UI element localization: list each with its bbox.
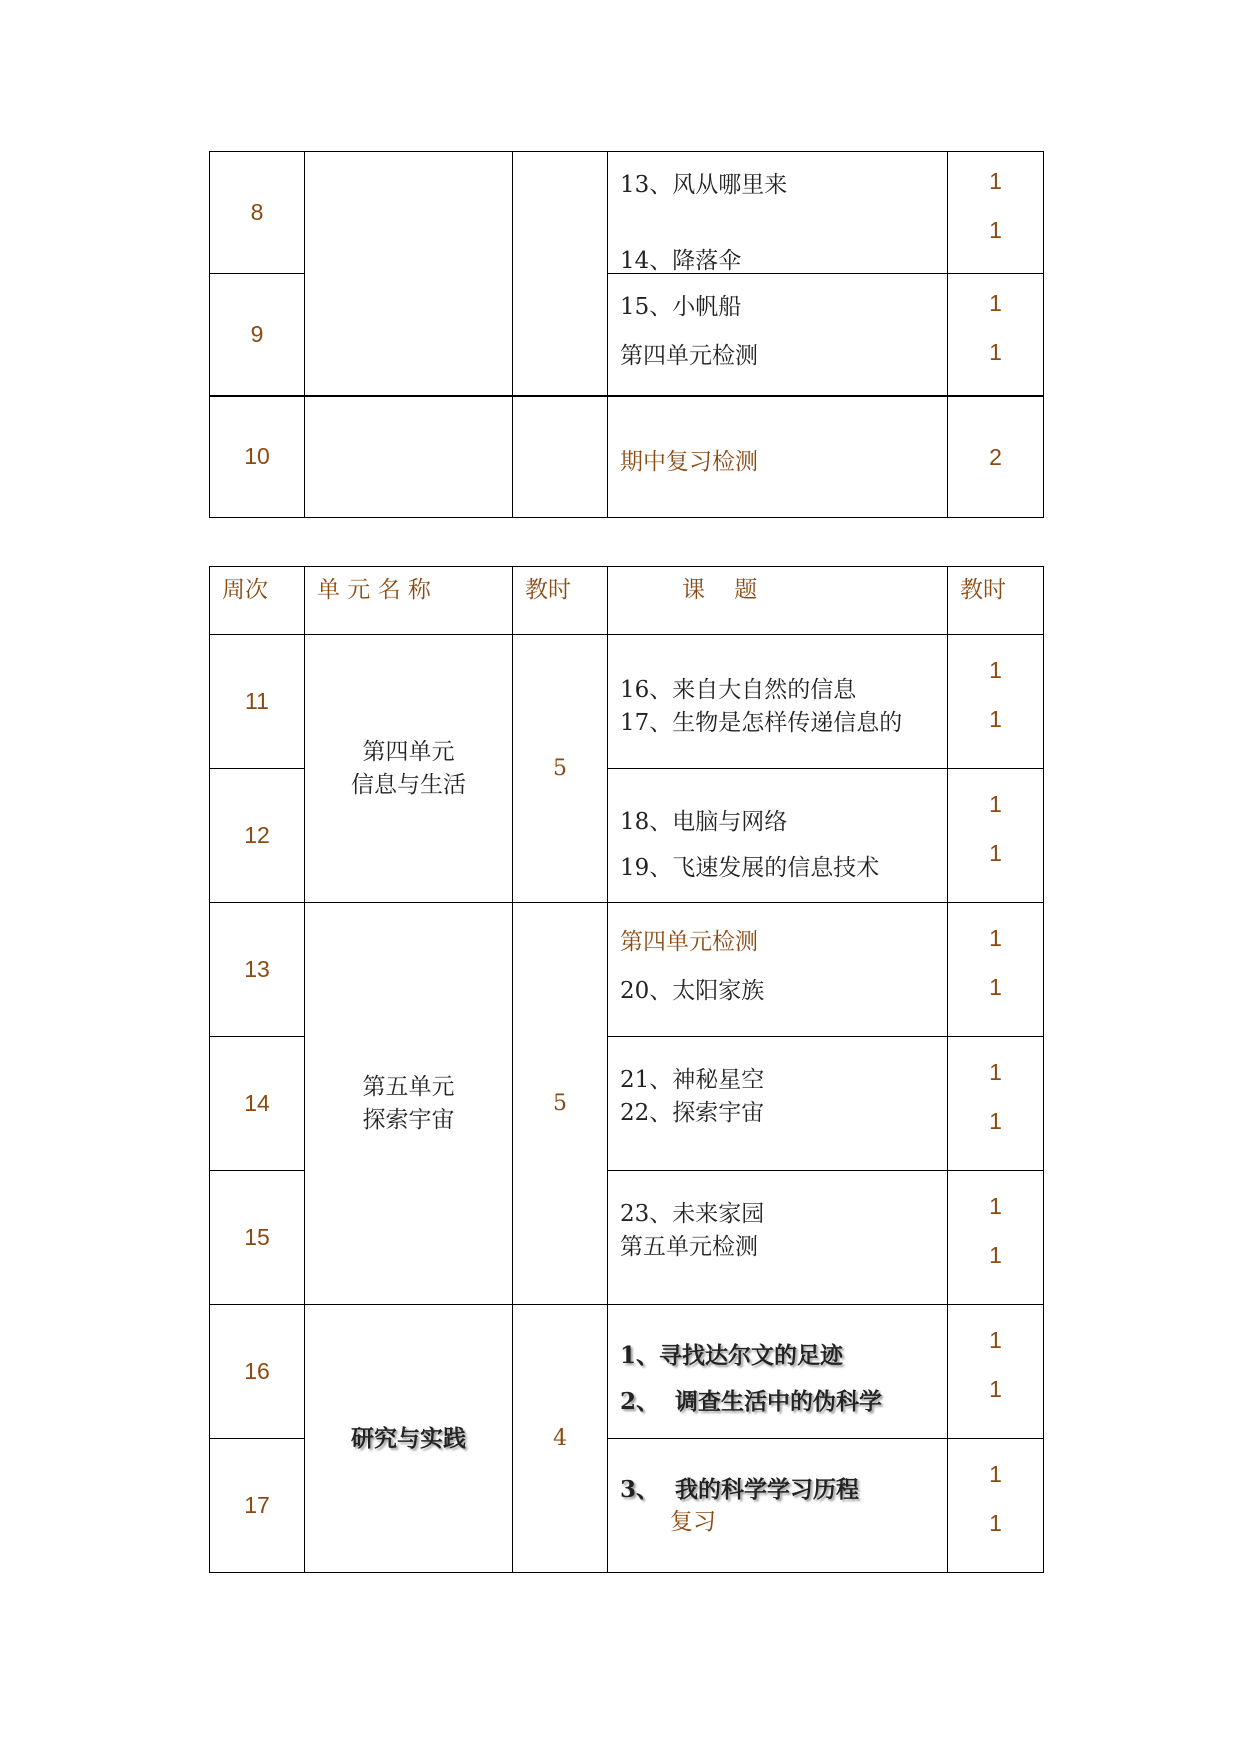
week-cell: 10 [210,396,305,518]
week-cell: 17 [210,1439,305,1573]
lesson-title: 15、小帆船 [620,294,742,320]
table-row [210,1305,1044,1439]
lesson-title: 复习 [670,1509,716,1535]
lesson-title: 22、探索宇宙 [620,1100,765,1126]
hours-cell [948,903,1044,1037]
hours-cell [948,1305,1044,1439]
unit-name-line: 第四单元 [362,738,455,765]
lesson-title: 16、来自大自然的信息 [620,677,857,703]
lesson-title: 20、太阳家族 [620,978,765,1004]
header-week: 周次 [210,567,305,635]
lesson-hours: 1 [989,1242,1002,1268]
unit-hours-cell [513,152,608,396]
lesson-hours: 1 [989,1327,1002,1353]
lesson-hours: 1 [989,290,1002,316]
lesson-hours: 1 [989,791,1002,817]
lesson-cell [608,1305,948,1439]
table-row [210,396,1044,518]
hours-cell [948,396,1044,518]
lesson-title: 18、电脑与网络 [620,809,788,835]
table-row [210,635,1044,769]
lesson-cell [608,635,948,769]
lesson-title: 期中复习检测 [620,448,758,475]
lesson-cell [608,769,948,903]
week-cell: 12 [210,769,305,903]
lesson-title: 1、寻找达尔文的足迹 [620,1342,844,1369]
lesson-hours: 2 [989,443,1002,470]
unit-hours-cell: 5 [513,635,608,903]
lesson-hours: 1 [989,1193,1002,1219]
schedule-table-bottom [209,566,1044,1573]
lesson-hours: 1 [989,1510,1002,1536]
lesson-hours: 1 [989,657,1002,683]
unit-hours-cell: 4 [513,1305,608,1573]
header-hours: 教时 [948,567,1044,635]
lesson-title: 第四单元检测 [620,929,758,955]
lesson-cell [608,396,948,518]
lesson-title: 第五单元检测 [620,1234,758,1260]
hours-cell [948,1439,1044,1573]
unit-name-cell [305,903,513,1305]
lesson-hours: 1 [989,339,1002,365]
hours-cell [948,274,1044,396]
unit-name-line: 信息与生活 [351,771,466,798]
table-header-row [210,567,1044,635]
lesson-hours: 1 [989,1108,1002,1134]
unit-name-line: 第五单元 [362,1073,455,1100]
week-cell: 14 [210,1037,305,1171]
week-cell: 16 [210,1305,305,1439]
unit-name-cell [305,1305,513,1573]
lesson-hours: 1 [989,706,1002,732]
header-topic: 课 题 [608,567,948,635]
schedule-table-top [209,151,1044,518]
lesson-cell [608,1037,948,1171]
lesson-title: 14、降落伞 [620,248,742,274]
table-row [210,903,1044,1037]
table-row [210,152,1044,274]
lesson-hours: 1 [989,925,1002,951]
lesson-title: 17、生物是怎样传递信息的 [620,710,903,736]
hours-cell [948,769,1044,903]
lesson-title: 13、风从哪里来 [620,172,788,198]
lesson-title: 23、未来家园 [620,1201,765,1227]
lesson-title: 19、飞速发展的信息技术 [620,855,880,881]
unit-name-line: 探索宇宙 [362,1106,455,1133]
lesson-cell [608,274,948,396]
unit-name-cell [305,635,513,903]
lesson-cell [608,903,948,1037]
hours-cell [948,1171,1044,1305]
lesson-hours: 1 [989,840,1002,866]
lesson-title: 3、 我的科学学习历程 [620,1476,860,1503]
unit-name-line: 研究与实践 [351,1425,466,1452]
lesson-hours: 1 [989,217,1002,243]
lesson-hours: 1 [989,974,1002,1000]
lesson-cell [608,152,948,274]
lesson-hours: 1 [989,1376,1002,1402]
unit-name-cell [305,396,513,518]
header-unit-hours: 教时 [513,567,608,635]
lesson-cell [608,1439,948,1573]
week-cell: 15 [210,1171,305,1305]
lesson-hours: 1 [989,1461,1002,1487]
unit-hours-cell: 5 [513,903,608,1305]
week-cell: 8 [210,152,305,274]
lesson-title: 2、 调查生活中的伪科学 [620,1388,883,1415]
lesson-title: 第四单元检测 [620,343,758,369]
week-cell: 11 [210,635,305,769]
week-cell: 9 [210,274,305,396]
unit-hours-cell [513,396,608,518]
week-cell: 13 [210,903,305,1037]
lesson-hours: 1 [989,1059,1002,1085]
hours-cell [948,152,1044,274]
lesson-title: 21、神秘星空 [620,1067,765,1093]
lesson-cell [608,1171,948,1305]
hours-cell [948,635,1044,769]
lesson-hours: 1 [989,168,1002,194]
header-unit-name: 单 元 名 称 [305,567,513,635]
unit-name-cell [305,152,513,396]
hours-cell [948,1037,1044,1171]
